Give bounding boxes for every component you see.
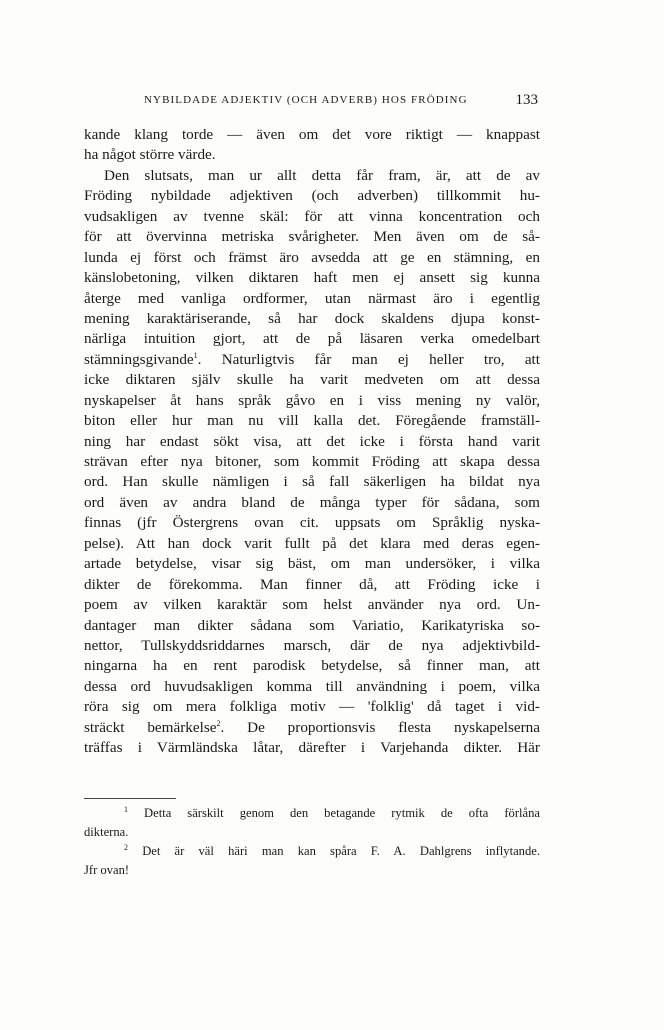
text-line: Fröding nybildade adjektiven (och adverben) tillkommit hu- (84, 187, 540, 205)
footnotes (84, 804, 540, 880)
footnote-1-continuation: dikterna. (84, 825, 129, 839)
text-line: dessa ord huvudsakligen komma till användning i poem, vilka (84, 677, 540, 695)
footnote-2 (84, 842, 540, 861)
text-line: känslobetoning, vilken diktaren haft men ej ansett sig kunna (84, 269, 540, 287)
text-line: finnas (jfr Östergrens ovan cit. uppsats om Språklig nyska- (84, 514, 540, 532)
body-text (84, 125, 540, 759)
text-line: återge med vanliga ordformer, utan närmast äro i egentlig (84, 289, 540, 307)
text-line: ord även av andra bland de många typer för sådana, som (84, 493, 540, 511)
text-segment: De proportionsvis flesta nyskapelserna (247, 718, 540, 736)
text-line: nettor, Tullskyddsriddarnes marsch, där de nya adjektivbild- (84, 636, 540, 654)
text-line: ord. Han skulle nämligen i så fall säkerligen ha bildat nya (84, 473, 540, 491)
text-line: dantager man dikter sådana som Variatio, Karikatyriska so- (84, 616, 540, 634)
text-segment: sträckt bemärkelse (84, 718, 217, 736)
text-line: lunda ej först och främst äro avsedda att ge en stämning, en (84, 248, 540, 266)
footnote-text: Det är väl häri man kan spåra F. A. Dahlgrens inflytande. (142, 844, 540, 858)
text-line: ha något större värde. (84, 146, 216, 164)
text-line: stämningsgivande$^1$. Naturligtvis får man ej heller tro, att (84, 350, 540, 368)
text-segment: Naturligtvis får man ej heller tro, att (221, 350, 540, 368)
text-line: sträckt bemärkelse$^2$. De proportionsvis flesta nyskapelserna (84, 718, 540, 736)
text-line: pelse). Att han dock varit fullt på det klara med deras egen- (84, 534, 540, 552)
text-line: för att övervinna metriska svårigheter. Men även om de så- (84, 228, 540, 246)
text-line: dikter de förekomma. Man finner då, att Fröding icke i (84, 575, 540, 593)
footnote-ref[interactable]: 1 (193, 350, 198, 360)
footnote-2-continuation: Jfr ovan! (84, 863, 130, 877)
footnote-marker: 2 (124, 842, 128, 852)
page-header (84, 92, 540, 112)
text-line: poem av vilken karaktär som helst använder nya ord. Un- (84, 596, 540, 614)
text-line: kande klang torde — även om det vore riktigt — knappast (84, 126, 540, 143)
text-line: vudsakligen av tvenne skäl: för att vinna koncentration och (84, 207, 540, 225)
text-line: biton eller hur man nu vill kalla det. Föregående framställ- (84, 412, 540, 430)
text-line: ningarna ha en rent parodisk betydelse, så finner man, att (84, 657, 540, 675)
text-line: närliga intuition gjort, att de på läsaren verka omedelbart (84, 330, 540, 348)
footnote-marker: 1 (124, 804, 128, 814)
text-line: Den slutsats, man ur allt detta får fram, är, att de av (104, 166, 540, 184)
text-line: träffas i Värmländska låtar, därefter i Varjehanda dikter. Här (84, 739, 540, 757)
footnote-ref[interactable]: 2 (216, 718, 221, 728)
page-number: 133 (515, 92, 538, 108)
text-line: nyskapelser åt hans språk gåvo en i viss mening ny valör, (84, 391, 540, 409)
text-line: strävan efter nya bitoner, som kommit Fröding att skapa dessa (84, 453, 540, 470)
running-head: NYBILDADE ADJEKTIV (OCH ADVERB) HOS FRÖDING (144, 94, 468, 106)
text-line: ning har endast sökt visa, att det icke i första hand varit (84, 432, 540, 450)
text-line: mening karaktäriserande, så har dock skaldens djupa konst- (84, 309, 540, 327)
footnote-1 (84, 804, 540, 823)
text-line: röra sig om mera folkliga motiv — 'folklig' då taget i vid- (84, 698, 540, 716)
text-line: artade betydelse, visar sig bäst, om man undersöker, i vilka (84, 555, 540, 573)
footnote-text: Detta särskilt genom den betagande rytmik de ofta förlåna (144, 806, 540, 820)
text-line: icke diktaren själv skulle ha varit medveten om att dessa (84, 371, 540, 389)
text-segment: stämningsgivande (84, 350, 194, 368)
footnote-divider (84, 798, 176, 799)
